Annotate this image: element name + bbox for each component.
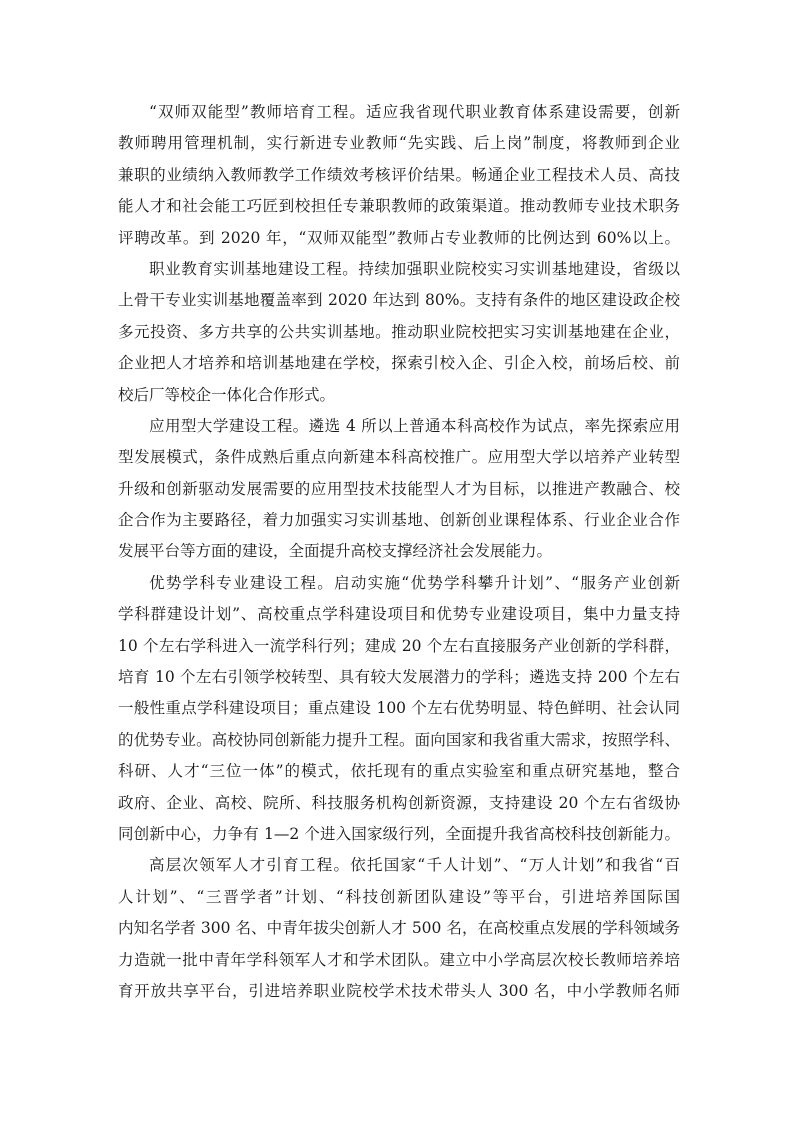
paragraph-line: 能人才和社会能工巧匠到校担任专兼职教师的政策渠道。推动教师专业技术职务 <box>118 197 680 216</box>
paragraph-line: 优势学科专业建设工程。启动实施“优势学科攀升计划”、“服务产业创新 <box>149 573 680 592</box>
paragraph-line: 发展平台等方面的建设，全面提升高校支撑经济社会发展能力。 <box>118 542 553 561</box>
paragraph-line: 上骨干专业实训基地覆盖率到 2020 年达到 80%。支持有条件的地区建设政企校 <box>118 291 680 310</box>
paragraph-line: 评聘改革。到 2020 年，“双师双能型”教师占专业教师的比例达到 60%以上。 <box>118 228 680 247</box>
paragraph-line: 企业把人才培养和培训基地建在学校，探索引校入企、引企入校，前场后校、前 <box>118 354 680 373</box>
paragraph-line: 科研、人才“三位一体”的模式，依托现有的重点实验室和重点研究基地，整合 <box>118 762 680 781</box>
document-body <box>118 97 680 1007</box>
paragraph-line: 同创新中心，力争有 1—2 个进入国家级行列，全面提升我省高校科技创新能力。 <box>118 824 680 843</box>
paragraph-line: 一般性重点学科建设项目；重点建设 100 个左右优势明显、特色鲜明、社会认同 <box>118 699 680 718</box>
paragraph-line: 升级和创新驱动发展需要的应用型技术技能型人才为目标，以推进产教融合、校 <box>118 479 680 498</box>
paragraph-line: 兼职的业绩纳入教师教学工作绩效考核评价结果。畅通企业工程技术人员、高技 <box>118 165 680 184</box>
paragraph-line: 育开放共享平台，引进培养职业院校学术技术带头人 300 名，中小学教师名师 <box>118 981 680 1000</box>
paragraph-line: 教师聘用管理机制，实行新进专业教师“先实践、后上岗”制度，将教师到企业 <box>118 134 680 153</box>
paragraph-line: 的优势专业。高校协同创新能力提升工程。面向国家和我省重大需求，按照学科、 <box>118 730 680 749</box>
paragraph-line: 型发展模式，条件成熟后重点向新建本科高校推广。应用型大学以培养产业转型 <box>118 448 680 467</box>
paragraph-line: 政府、企业、高校、院所、科技服务机构创新资源，支持建设 20 个左右省级协 <box>118 793 680 812</box>
paragraph-line: 人计划”、“三晋学者”计划、“科技创新团队建设”等平台，引进培养国际国 <box>118 887 680 906</box>
paragraph-line: 培育 10 个左右引领学校转型、具有较大发展潜力的学科；遴选支持 200 个左右 <box>118 668 680 687</box>
paragraph-line: 应用型大学建设工程。遴选 4 所以上普通本科高校作为试点，率先探索应用 <box>149 416 680 435</box>
paragraph-line: 职业教育实训基地建设工程。持续加强职业院校实习实训基地建设，省级以 <box>149 259 680 278</box>
paragraph-line: 多元投资、多方共享的公共实训基地。推动职业院校把实习实训基地建在企业， <box>118 322 680 341</box>
paragraph-line: 企合作为主要路径，着力加强实习实训基地、创新创业课程体系、行业企业合作 <box>118 511 680 530</box>
paragraph-line: 内知名学者 300 名、中青年拔尖创新人才 500 名，在高校重点发展的学科领域务 <box>118 919 680 938</box>
paragraph-line: 学科群建设计划”、高校重点学科建设项目和优势专业建设项目，集中力量支持 <box>118 605 680 624</box>
paragraph-line: “双师双能型”教师培育工程。适应我省现代职业教育体系建设需要，创新 <box>149 103 680 121</box>
paragraph-line: 力造就一批中青年学科领军人才和学术团队。建立中小学高层次校长教师培养培 <box>118 950 680 969</box>
paragraph-line: 10 个左右学科进入一流学科行列；建成 20 个左右直接服务产业创新的学科群， <box>118 636 680 655</box>
paragraph-line: 校后厂等校企一体化合作形式。 <box>118 385 336 404</box>
paragraph-line: 高层次领军人才引育工程。依托国家“千人计划”、“万人计划”和我省“百 <box>149 856 680 875</box>
